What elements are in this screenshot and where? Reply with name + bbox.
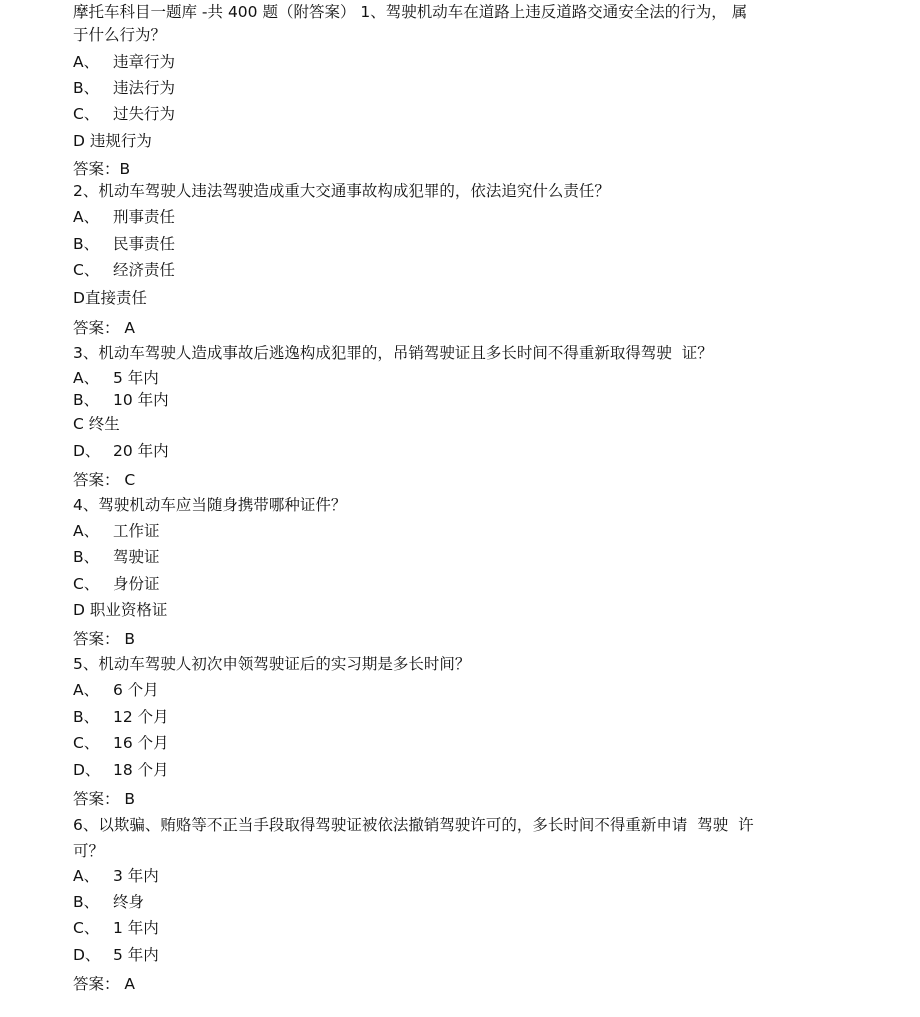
text: B、 [73,548,100,566]
question-1-stem-cont: 于什么行为？ [73,26,167,44]
text: 1 年内 [113,919,159,937]
text: B、 [73,708,100,726]
option [73,288,147,308]
option [73,441,169,461]
answer: 答案： B [73,630,136,648]
text: B、 [73,391,100,409]
question-2-stem: 2、机动车驾驶人违法驾驶造成重大交通事故构成犯罪的，依法追究什么责任？ [73,182,610,200]
option [73,368,159,388]
text: 5 年内 [113,369,159,387]
text: 违章行为 [113,53,176,71]
answer: 答案： B [73,790,136,808]
answer: 答案： A [73,319,136,337]
text: B、 [73,893,100,911]
text: D [73,132,85,150]
text: 违法行为 [113,79,176,97]
question-6-stem: 6、以欺骗、贿赂等不正当手段取得驾驶证被依法撤销驾驶许可的，多长时间不得重新申请 驾驶 许 [73,816,754,834]
text: 刑事责任 [113,208,176,226]
text: D、 [73,442,101,460]
option [73,918,159,938]
question-4-stem: 4、驾驶机动车应当随身携带哪种证件？ [73,496,347,514]
text: C、 [73,734,100,752]
text: 终生 [88,415,120,433]
text: 驾驶证 [113,548,160,566]
text: D、 [73,946,101,964]
option [73,760,169,780]
option [73,52,175,72]
answer: 答案： A [73,975,136,993]
document-title: 摩托车科目一题库 -共 400 题（附答案） [73,3,356,21]
option [73,78,175,98]
text: 10 年内 [113,391,169,409]
text: 身份证 [113,575,160,593]
option [73,207,175,227]
option [73,733,169,753]
text: 职业资格证 [89,601,168,619]
text: C、 [73,575,100,593]
option [73,707,169,727]
text: 6 个月 [113,681,159,699]
question-6-stem-cont: 可？ [73,842,105,860]
text: 直接责任 [84,289,147,307]
text: 5 年内 [113,946,159,964]
text: 20 年内 [113,442,169,460]
text: A、 [73,522,100,540]
text: B、 [73,235,100,253]
option [73,945,159,965]
text: B、 [73,79,100,97]
text: 18 个月 [113,761,169,779]
option [73,390,169,410]
text: 1、驾驶机动车在道路上违反道路交通安全法的行为， 属 [360,3,748,21]
option [73,131,152,151]
option [73,234,175,254]
text: 终身 [113,893,145,911]
text: C、 [73,919,100,937]
text: 过失行为 [113,105,176,123]
option [73,521,160,541]
text: A、 [73,681,100,699]
option [73,574,160,594]
answer: 答案： C [73,471,136,489]
text: C [73,415,84,433]
text: A、 [73,53,100,71]
option [73,866,159,886]
text: A、 [73,369,100,387]
text: A、 [73,867,100,885]
text: D [73,289,85,307]
text: C、 [73,261,100,279]
question-5-stem: 5、机动车驾驶人初次申领驾驶证后的实习期是多长时间？ [73,655,471,673]
question-1-stem [73,2,747,22]
option [73,260,175,280]
text: 工作证 [113,522,160,540]
option [73,680,159,700]
option [73,414,120,434]
text: 16 个月 [113,734,169,752]
text: 违规行为 [89,132,152,150]
question-3-stem: 3、机动车驾驶人造成事故后逃逸构成犯罪的，吊销驾驶证且多长时间不得重新取得驾驶 证？ [73,344,713,362]
text: 12 个月 [113,708,169,726]
text: C、 [73,105,100,123]
text: A、 [73,208,100,226]
option [73,892,144,912]
text: 民事责任 [113,235,176,253]
option [73,547,160,567]
text: D、 [73,761,101,779]
text: 3 年内 [113,867,159,885]
answer: 答案：B [73,160,131,178]
text: D [73,601,85,619]
text: 经济责任 [113,261,176,279]
option [73,104,175,124]
option [73,600,167,620]
